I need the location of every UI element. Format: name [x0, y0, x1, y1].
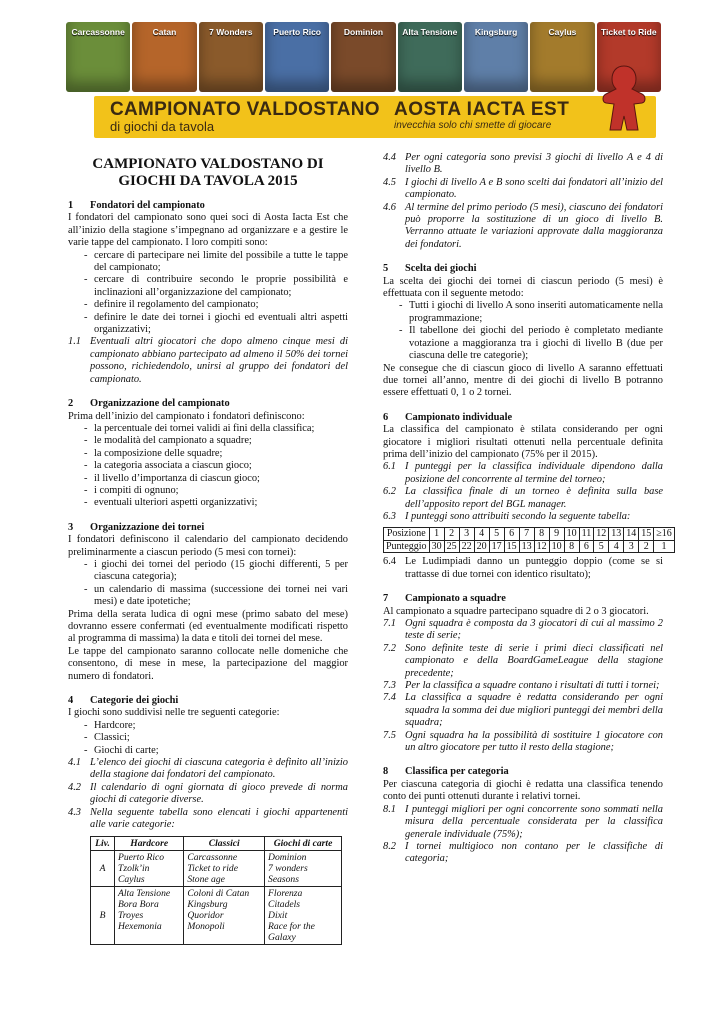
position-cell: 10	[564, 528, 579, 541]
section-title: Campionato individuale	[405, 411, 513, 423]
item-text: Eventuali altri giocatori che dopo almeno cinque mesi di campionato abbiano partecipato ad almeno il 50% dei tornei possono, richiedendolo, unirsi al gruppo dei fondatori del campionato.	[90, 336, 348, 385]
list-item	[383, 300, 663, 325]
numbered-item	[383, 511, 663, 523]
item-text: Per ogni categoria sono previsi 3 giochi di livello A e 4 di livello B.	[405, 152, 663, 176]
column-header: Classici	[184, 836, 265, 850]
position-cell: 8	[534, 528, 549, 541]
game-box-title: Carcassonne	[71, 27, 125, 37]
numbered-item	[383, 692, 663, 729]
bullet-dash: -	[84, 422, 88, 434]
game-box-art	[66, 22, 130, 92]
section-2-text: Prima dell’inizio del campionato i fondatori definiscono:	[68, 410, 305, 422]
item-number: 4.6	[383, 201, 396, 213]
section-number: 1	[68, 200, 74, 211]
list-item	[68, 732, 348, 744]
section-6-heading	[383, 412, 663, 424]
item-text: Ogni squadra ha la possibilità di sostituire 1 giocatore con un altro giocatore per tutto il resto della stagione;	[405, 729, 663, 754]
score-cell: 2	[639, 540, 654, 553]
game-box-title: Alta Tensione	[402, 27, 458, 37]
item-number: 6.1	[383, 461, 396, 473]
section-number: 6	[383, 411, 389, 423]
item-text: Sono definite teste di serie i primi dieci classificati nel campionato e della BoardGameLeague della stagione precedente;	[405, 642, 663, 679]
header-banner	[66, 22, 661, 140]
game-box-row	[66, 22, 661, 92]
section-number: 4	[68, 695, 74, 707]
bullet-dash: -	[84, 719, 88, 731]
game-box-art	[132, 22, 196, 92]
score-cell: 22	[459, 540, 474, 553]
table-row	[91, 850, 342, 886]
list-item-text: le modalità del campionato a squadre;	[94, 435, 252, 447]
item-text: I tornei multigioco non contano per le classifiche di categoria;	[405, 840, 663, 865]
section-title: Classifica per categoria	[405, 766, 509, 778]
bullet-dash: -	[84, 732, 88, 744]
numbered-item	[383, 618, 663, 643]
position-cell: 5	[489, 528, 504, 541]
section-title: Organizzazione del campionato	[90, 398, 230, 410]
numbered-item	[68, 807, 348, 832]
banner-title-sub: di giochi da tavola	[110, 119, 215, 134]
score-cell: 4	[609, 540, 624, 553]
section-1-text: I fondatori del campionato sono quei soci di Aosta Iacta Est che all’inizio della stagione s’impegnano ad organizzare e a gestire le varie tappe del campionato. I loro compiti sono:	[68, 212, 348, 249]
section-title: Scelta dei giochi	[405, 263, 477, 275]
list-item	[68, 485, 348, 497]
position-cell: 2	[444, 528, 459, 541]
item-number: 6.2	[383, 486, 396, 498]
item-number: 4.2	[68, 781, 81, 793]
table-row	[91, 886, 342, 944]
bullet-dash: -	[84, 435, 88, 447]
list-item-text: la percentuale dei tornei validi ai fini della classifica;	[94, 422, 315, 434]
list-item	[68, 720, 348, 732]
item-number: 7.5	[383, 729, 396, 741]
list-item	[68, 584, 348, 609]
list-item-text: i compiti di ognuno;	[94, 484, 179, 496]
list-item	[383, 325, 663, 362]
list-item	[68, 312, 348, 337]
club-name: AOSTA IACTA EST	[394, 99, 570, 120]
list-item-text: definire il regolamento del campionato;	[94, 299, 259, 311]
list-item-text: i giochi dei tornei del periodo (15 giochi differenti, 5 per ciascuna categoria);	[94, 558, 348, 583]
position-cell: 4	[474, 528, 489, 541]
item-number: 7.3	[383, 680, 396, 692]
bullet-dash: -	[399, 300, 403, 312]
item-number: 4.4	[383, 152, 396, 163]
list-item	[68, 460, 348, 472]
bullet-dash: -	[84, 311, 88, 323]
list-item-text: Il tabellone dei giochi del periodo è completato mediante votazione a maggioranza tra i giochi di livello B (due per ciascuna delle tre categorie);	[409, 325, 663, 362]
banner-title	[110, 100, 380, 134]
score-cell: 10	[549, 540, 564, 553]
table-cell-level: A	[91, 850, 115, 886]
right-column	[383, 152, 672, 866]
list-item-text: eventuali ulteriori aspetti organizzativi;	[94, 497, 258, 509]
bullet-dash: -	[84, 583, 88, 595]
numbered-item	[383, 804, 663, 841]
item-number: 4.3	[68, 806, 81, 818]
column-header: Giochi di carte	[265, 836, 342, 850]
club-logo-text	[394, 100, 569, 132]
position-cell: 14	[624, 528, 639, 541]
section-4-heading	[68, 695, 348, 707]
section-6-text: La classifica del campionato è stilata considerando per ogni giocatore i migliori risultati ottenuti nella percentuale definita prima dell’inizio del campionato (75% per il 2015).	[383, 424, 663, 460]
section-title: Categorie dei giochi	[90, 695, 179, 707]
section-number: 3	[68, 521, 74, 533]
score-cell: 13	[519, 540, 534, 553]
table-cell: Carcassonne Ticket to ride Stone age	[184, 850, 265, 886]
numbered-item	[383, 730, 663, 755]
item-text: Al termine del primo periodo (5 mesi), ciascuno dei fondatori può proporre la sostituzione di un gioco di livello B. Verranno attuate le variazioni approvate dalla maggioranza dei fondatori.	[405, 201, 663, 250]
bullet-dash: -	[84, 460, 88, 472]
game-box-title: 7 Wonders	[209, 27, 253, 37]
section-3-text: I fondatori definiscono il calendario del campionato decidendo preliminarmente a ciascun periodo (5 mesi con tornei):	[68, 534, 348, 558]
section-number: 5	[383, 263, 389, 275]
item-text: Il calendario di ogni giornata di gioco prevede di norma giochi di categorie diverse.	[90, 781, 348, 806]
item-number: 1.1	[68, 336, 81, 348]
bullet-dash: -	[399, 325, 403, 337]
game-box-art	[530, 22, 594, 92]
section-5-heading	[383, 263, 663, 275]
list-item	[68, 299, 348, 311]
section-4-items	[68, 757, 348, 831]
game-box-title: Caylus	[548, 27, 577, 37]
game-box-title: Ticket to Ride	[601, 27, 657, 37]
list-item	[68, 250, 348, 275]
item-text: Le Ludimpiadi danno un punteggio doppio (come se si trattasse di due tornei con identico risultato);	[405, 556, 663, 580]
item-text: Ogni squadra è composta da 3 giocatori di cui al massimo 2 teste di serie;	[405, 618, 663, 642]
list-item	[68, 274, 348, 299]
table-cell: Coloni di Catan Kingsburg Quoridor Monopoli	[184, 886, 265, 944]
banner-title-main: CAMPIONATO VALDOSTANO	[110, 99, 380, 120]
section-2-bullets	[68, 423, 348, 510]
section-8-items	[383, 804, 663, 866]
item-number: 8.2	[383, 840, 396, 852]
score-cell: 30	[429, 540, 444, 553]
section-2-heading	[68, 398, 348, 410]
section-1-items	[68, 336, 348, 386]
position-cell: 11	[579, 528, 594, 541]
game-box-title: Kingsburg	[474, 27, 518, 37]
position-cell: 15	[639, 528, 654, 541]
numbered-item	[383, 680, 663, 692]
section-3-heading	[68, 522, 348, 534]
item-number: 4.1	[68, 757, 81, 769]
left-column	[68, 150, 348, 945]
section-8-heading	[383, 766, 663, 778]
list-item-text: Giochi di carte;	[94, 744, 159, 756]
section-3-text-3: Le tappe del campionato saranno collocate nelle domeniche che consentono, di mese in mese, la partecipazione del maggior numero di fondatori.	[68, 645, 348, 682]
item-text: I punteggi migliori per ogni concorrente sono sommati nella misura della percentuale considerata per la classifica generale individuale (75%);	[405, 803, 663, 840]
item-number: 6.3	[383, 510, 396, 522]
numbered-item	[383, 461, 663, 486]
section-number: 8	[383, 766, 389, 778]
page-title-line-2: GIOCHI DA TAVOLA 2015	[118, 173, 298, 189]
item-text: Nella seguente tabella sono elencati i giochi appartenenti alle varie categorie:	[90, 806, 348, 831]
list-item-text: la composizione delle squadre;	[94, 447, 223, 459]
numbered-item	[383, 486, 663, 511]
list-item-text: Tutti i giochi di livello A sono inseriti automaticamente nella programmazione;	[409, 300, 663, 324]
list-item-text: un calendario di massima (successione dei tornei nei vari mesi) e date ipotetiche;	[94, 583, 348, 608]
games-category-table	[90, 836, 342, 945]
section-4-items-continued	[383, 152, 663, 251]
section-1-bullets	[68, 250, 348, 337]
bullet-dash: -	[84, 249, 88, 261]
section-title: Campionato a squadre	[405, 593, 506, 605]
list-item-text: definire le date dei tornei i giochi ed eventuali altri aspetti organizzativi;	[94, 311, 348, 336]
meeple-mascot-icon	[602, 62, 646, 134]
item-number: 7.4	[383, 692, 396, 704]
score-cell: 12	[534, 540, 549, 553]
list-item-text: cercare di contribuire secondo le proprie possibilità e inclinazioni all’organizzazione del campionato;	[94, 274, 348, 298]
section-3-bullets	[68, 559, 348, 609]
section-3-text-2: Prima della serata ludica di ogni mese (primo sabato del mese) dovranno essere confermati (ed eventualmente modificati rispetto al programma di massima) la data e titoli dei tornei del mese.	[68, 608, 348, 645]
table-cell: Alta Tensione Bora Bora Troyes Hexemonia	[115, 886, 184, 944]
item-text: I giochi di livello A e B sono scelti dai fondatori all’inizio del campionato.	[405, 176, 663, 201]
numbered-item	[68, 336, 348, 386]
game-box-art	[331, 22, 395, 92]
numbered-item	[383, 152, 663, 177]
numbered-item	[383, 841, 663, 866]
item-number: 8.1	[383, 803, 396, 815]
item-text: Per la classifica a squadre contano i risultati di tutti i tornei;	[405, 680, 660, 692]
row-label: Posizione	[384, 528, 430, 541]
list-item-text: cercare di partecipare nei limite del possibile a tutte le tappe del campionato;	[94, 249, 348, 274]
bullet-dash: -	[84, 558, 88, 570]
list-item	[68, 423, 348, 435]
section-1-heading	[68, 200, 348, 212]
list-item	[68, 745, 348, 757]
list-item	[68, 448, 348, 460]
game-box-title: Dominion	[343, 27, 384, 37]
score-cell: 15	[504, 540, 519, 553]
list-item	[68, 473, 348, 485]
section-6-item-4	[383, 556, 663, 581]
game-box-art	[464, 22, 528, 92]
section-title: Organizzazione dei tornei	[90, 521, 205, 533]
list-item	[68, 435, 348, 447]
section-number: 2	[68, 398, 74, 410]
section-5-bullets	[383, 300, 663, 362]
game-box-art	[265, 22, 329, 92]
section-5-text: La scelta dei giochi dei tornei di ciascun periodo (5 mesi) è effettuata con il seguente metodo:	[383, 275, 663, 300]
game-box-title: Puerto Rico	[273, 27, 321, 37]
club-slogan: invecchia solo chi smette di giocare	[394, 120, 552, 131]
list-item-text: Hardcore;	[94, 719, 136, 731]
points-table	[383, 527, 675, 553]
position-cell: 12	[594, 528, 609, 541]
list-item-text: Classici;	[94, 732, 130, 744]
game-box-art	[199, 22, 263, 92]
score-cell: 20	[474, 540, 489, 553]
score-cell: 6	[579, 540, 594, 553]
table-row-scores	[384, 540, 675, 553]
page-title-line-1: CAMPIONATO VALDOSTANO DI	[92, 156, 324, 172]
table-cell: Florenza Citadels Dixit Race for the Galaxy	[265, 886, 342, 944]
game-box-title: Catan	[152, 27, 177, 37]
item-text: La classifica finale di un torneo è definita sulla base dell’apposito report del BGL manager.	[405, 486, 663, 510]
item-number: 7.2	[383, 642, 396, 654]
score-cell: 5	[594, 540, 609, 553]
bullet-dash: -	[84, 274, 88, 286]
banner-strip	[94, 96, 656, 138]
item-number: 7.1	[383, 618, 396, 629]
list-item	[68, 559, 348, 584]
score-cell: 25	[444, 540, 459, 553]
table-cell: Puerto Rico Tzolk’in Caylus	[115, 850, 184, 886]
item-text: La classifica a squadre è redatta considerando per ogni squadra la somma dei due migliori punteggi dei membri della squadra;	[405, 692, 663, 729]
item-number: 6.4	[383, 556, 396, 568]
score-cell: 17	[489, 540, 504, 553]
numbered-item	[383, 643, 663, 680]
game-box-art	[398, 22, 462, 92]
position-cell: 13	[609, 528, 624, 541]
bullet-dash: -	[84, 299, 88, 311]
bullet-dash: -	[84, 497, 88, 509]
section-7-items	[383, 618, 663, 754]
section-6-items	[383, 461, 663, 523]
position-cell: 6	[504, 528, 519, 541]
position-cell: 1	[429, 528, 444, 541]
bullet-dash: -	[84, 472, 88, 484]
column-header: Hardcore	[115, 836, 184, 850]
column-header: Liv.	[91, 836, 115, 850]
row-label: Punteggio	[384, 540, 430, 553]
score-cell: 8	[564, 540, 579, 553]
numbered-item	[68, 757, 348, 782]
bullet-dash: -	[84, 447, 88, 459]
section-7-text: Al campionato a squadre partecipano squadre di 2 o 3 giocatori.	[383, 605, 649, 617]
list-item-text: la categoria associata a ciascun gioco;	[94, 460, 252, 472]
section-4-text: I giochi sono suddivisi nelle tre seguenti categorie:	[68, 707, 280, 719]
item-number: 4.5	[383, 176, 396, 188]
bullet-dash: -	[84, 484, 88, 496]
item-text: I punteggi sono attribuiti secondo la seguente tabella:	[405, 510, 631, 522]
list-item	[68, 497, 348, 509]
score-cell: 1	[654, 540, 675, 553]
table-row-positions	[384, 528, 675, 541]
table-cell-level: B	[91, 886, 115, 944]
section-number: 7	[383, 593, 389, 605]
section-title: Fondatori del campionato	[90, 200, 205, 211]
section-4-bullets	[68, 720, 348, 757]
numbered-item	[383, 177, 663, 202]
section-8-text: Per ciascuna categoria di giochi è redatta una classifica tenendo conto dei punti ottenuti durante i relativi tornei.	[383, 778, 663, 803]
score-cell: 3	[624, 540, 639, 553]
position-cell: 7	[519, 528, 534, 541]
section-5-text-2: Ne consegue che di ciascun gioco di livello A saranno effettuati due tornei all’anno, mentre di dei giochi di livello B potranno essere effettuati 0, 1 o 2 tornei.	[383, 362, 663, 399]
bullet-dash: -	[84, 744, 88, 756]
page-title	[68, 156, 348, 190]
numbered-item	[383, 202, 663, 252]
section-7-heading	[383, 593, 663, 605]
position-cell: 3	[459, 528, 474, 541]
position-cell: ≥16	[654, 528, 675, 541]
list-item-text: il livello d’importanza di ciascun gioco;	[94, 472, 260, 484]
numbered-item	[68, 782, 348, 807]
table-cell: Dominion 7 wonders Seasons	[265, 850, 342, 886]
table-header-row	[91, 836, 342, 850]
item-text: I punteggi per la classifica individuale dipendono dalla posizione del concorrente al termine del torneo;	[405, 461, 663, 485]
item-text: L’elenco dei giochi di ciascuna categoria è definito all’inizio della stagione dai fondatori del campionato.	[90, 757, 348, 781]
position-cell: 9	[549, 528, 564, 541]
